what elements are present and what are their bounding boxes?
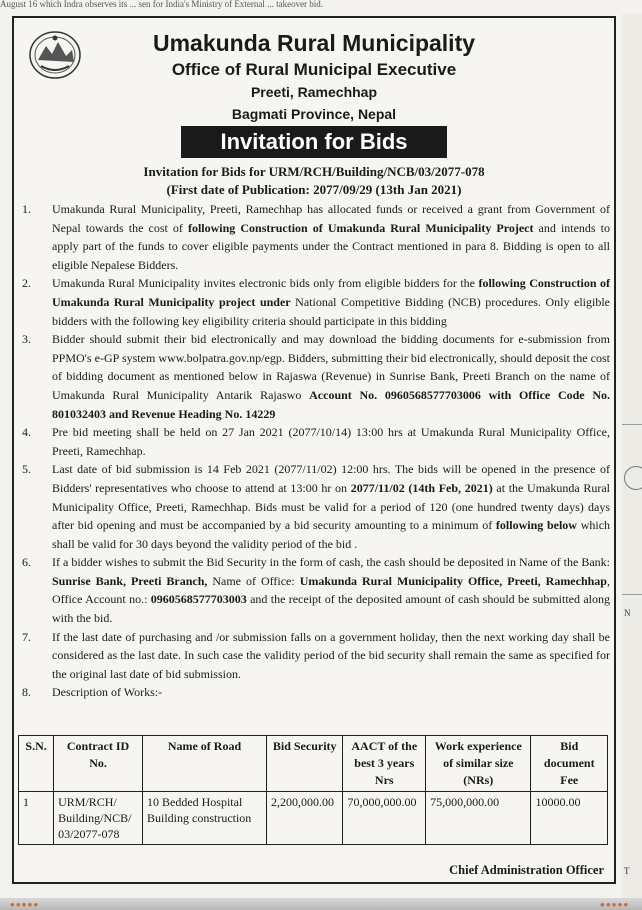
clause-emphasis: 2077/11/02 (14th Feb, 2021) bbox=[350, 480, 493, 495]
clause-number: 3. bbox=[22, 332, 31, 347]
clause-number: 8. bbox=[22, 685, 31, 700]
table-row bbox=[19, 792, 608, 845]
works-table bbox=[18, 735, 608, 845]
publication-date: (First date of Publication: 2077/09/29 (13th Jan 2021) bbox=[166, 182, 462, 197]
page-bottom-strip bbox=[0, 898, 642, 910]
divider bbox=[622, 594, 642, 595]
clause-number: 6. bbox=[22, 555, 31, 570]
table-header: AACT of the best 3 years Nrs bbox=[343, 736, 426, 792]
clause-text: Name of Office: bbox=[207, 573, 300, 588]
clause-text: Umakunda Rural Municipality, Preeti, Ramechhap has allocated funds or received a grant from Government of Nepal towards the cost of bbox=[52, 202, 610, 235]
clause-list bbox=[18, 200, 610, 702]
clause-emphasis: 0960568577703003 bbox=[150, 592, 247, 607]
color-dots-icon: ●●●●● bbox=[10, 900, 40, 909]
clause-item bbox=[18, 628, 610, 684]
clause-text: at the Umakunda Rural Municipality Office, Preeti, Ramechhap. Bids must be valid for a period of 120 (one hundred twenty days) days after bid opening and must be accompanied by a bid security amounting to a minimum of bbox=[52, 480, 611, 533]
clause-number: 7. bbox=[22, 629, 31, 644]
clause-number: 5. bbox=[22, 462, 31, 477]
clause-text: , Office Account no.: bbox=[52, 573, 610, 607]
table-header: Bid document Fee bbox=[531, 736, 608, 792]
color-dots-icon: ●●●●● bbox=[600, 900, 630, 909]
strip-letter: T bbox=[624, 866, 630, 876]
clause-item bbox=[18, 330, 610, 423]
newspaper-top-strip: August 16 which Indra observes its ... sen for India's Ministry of External ... takeover bid. bbox=[0, 0, 324, 9]
table-header: S.N. bbox=[19, 736, 54, 792]
province-name: Bagmati Province, Nepal bbox=[231, 106, 397, 122]
clause-text: Bidder should submit their bid electronically and may download the bidding documents for e-submission from PPMO's e-GP system www.bolpatra.gov.np/egp. Bidders, submitting their bid electronically, should deposit the cost of bidding document as mentioned below in Rajaswa (Revenue) in Sunrise Bank, Preeti Branch on the name of Umakunda Rural Municipality Antarik Rajaswo bbox=[52, 332, 610, 402]
divider bbox=[622, 424, 642, 425]
clause-item bbox=[18, 200, 610, 274]
clause-emphasis: following Construction of Umakunda Rural Municipality project under bbox=[52, 276, 610, 309]
table-header-row bbox=[19, 736, 608, 792]
clause-number: 1. bbox=[22, 202, 31, 216]
strip-letter: N bbox=[624, 608, 631, 618]
notice-title: Invitation for Bids bbox=[181, 126, 447, 158]
clause-text: Description of Works:- bbox=[52, 685, 163, 700]
clause-emphasis: following Construction of Umakunda Rural Municipality Project bbox=[187, 220, 534, 235]
clause-text: which shall be valid for 30 days beyond the validity period of the bid . bbox=[52, 518, 611, 551]
clause-text: Last date of bid submission is 14 Feb 2021 (2077/11/02) 12:00 hrs. The bids will be opened in the presence of Bidders' representatives who choose to attend at 13:00 hr on bbox=[52, 462, 610, 495]
clause-item bbox=[18, 553, 610, 627]
clause-number: 2. bbox=[22, 276, 31, 291]
clause-item bbox=[18, 460, 610, 553]
clause-text: If the last date of purchasing and /or submission falls on a government holiday, then the next working day shall be considered as the last date. In such case the validity period of the bid security shall remain the same as specified for the original last date of bid submission. bbox=[52, 629, 610, 681]
bid-notice bbox=[12, 16, 616, 884]
adjacent-column-strip bbox=[622, 14, 642, 910]
table-cell: 75,000,000.00 bbox=[426, 792, 531, 845]
table-cell: 2,200,000.00 bbox=[266, 792, 342, 845]
municipality-name: Umakunda Rural Municipality bbox=[152, 30, 476, 56]
table-cell: 1 bbox=[19, 792, 54, 845]
office-location: Preeti, Ramechhap bbox=[250, 84, 378, 100]
clause-emphasis: Umakunda Rural Municipality Office, Preeti, Ramechhap bbox=[299, 573, 607, 588]
office-name: Office of Rural Municipal Executive bbox=[171, 60, 457, 79]
clause-text: National Competitive Bidding (NCB) procedures. Only eligible bidders with the following key eligibility criteria should participate in this bidding bbox=[52, 294, 610, 328]
signatory-title: Chief Administration Officer bbox=[449, 863, 604, 877]
clause-text: If a bidder wishes to submit the Bid Security in the form of cash, the cash should be deposited in Name of the Bank: bbox=[52, 555, 610, 570]
table-header: Bid Security bbox=[266, 736, 342, 792]
adjacent-emblem-icon bbox=[624, 466, 642, 490]
clause-item bbox=[18, 423, 610, 460]
table-cell: URM/RCH/ Building/NCB/ 03/2077-078 bbox=[54, 792, 143, 845]
clause-number: 4. bbox=[22, 425, 31, 440]
table-header: Contract ID No. bbox=[54, 736, 143, 792]
clause-text: and intends to apply part of the funds to cover eligible payments under the Contract mentioned in para 8. Bidding is open to all eligible Nepalese Bidders. bbox=[52, 220, 611, 272]
table-cell: 10000.00 bbox=[531, 792, 608, 845]
reference-line: Invitation for Bids for URM/RCH/Building/NCB/03/2077-078 bbox=[143, 164, 485, 179]
table-cell: 10 Bedded Hospital Building construction bbox=[142, 792, 266, 845]
clause-item bbox=[18, 274, 610, 330]
table-header: Name of Road bbox=[142, 736, 266, 792]
clause-text: Pre bid meeting shall be held on 27 Jan 2021 (2077/10/14) 13:00 hrs at Umakunda Rural Municipality Office, Preeti, Ramechhap. bbox=[52, 425, 610, 458]
clause-text: and the receipt of the deposited amount of cash should be submitted along with the bid. bbox=[52, 592, 610, 626]
clause-text: Umakunda Rural Municipality invites electronic bids only from eligible bidders for the bbox=[52, 276, 479, 291]
table-cell: 70,000,000.00 bbox=[343, 792, 426, 845]
clause-emphasis: Sunrise Bank, Preeti Branch, bbox=[52, 573, 208, 588]
clause-item bbox=[18, 683, 610, 702]
table-header: Work experience of similar size (NRs) bbox=[426, 736, 531, 792]
clause-emphasis: following below bbox=[495, 518, 577, 533]
clause-emphasis: Account No. 0960568577703006 with Office Code No. 801032403 and Revenue Heading No. 14229 bbox=[52, 387, 610, 421]
